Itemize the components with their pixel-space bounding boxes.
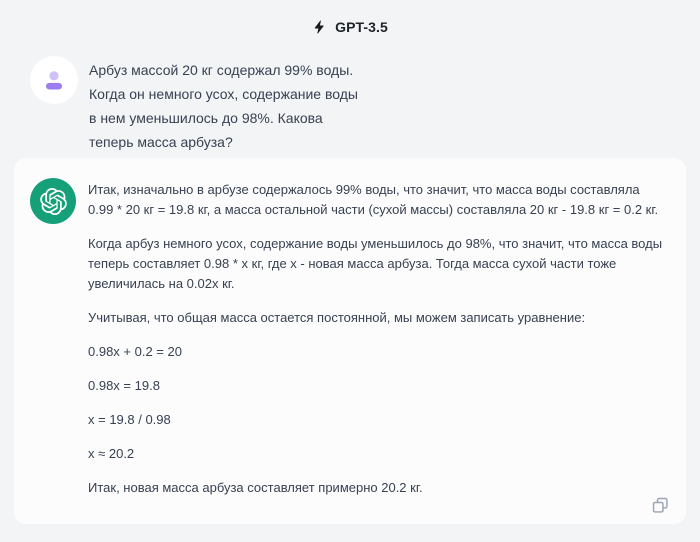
user-avatar xyxy=(30,56,78,104)
equation-line: 0.98x = 19.8 xyxy=(88,378,160,393)
user-message xyxy=(30,56,670,154)
person-icon xyxy=(41,67,67,93)
assistant-avatar xyxy=(30,178,76,224)
assistant-message-text xyxy=(88,178,664,498)
assistant-paragraph: Когда арбуз немного усох, содержание воды уменьшилось до 98%, что значит, что масса воды теперь составляет 0.98 * x кг, где x - новая масса арбуза. Тогда масса сухой части тоже увеличилась на 0.02x кг. xyxy=(88,236,663,291)
copy-icon xyxy=(651,496,670,515)
assistant-paragraph: Учитывая, что общая масса остается постоянной, мы можем записать уравнение: xyxy=(88,310,586,325)
openai-logo-icon xyxy=(40,188,67,215)
copy-button[interactable] xyxy=(647,492,673,518)
assistant-message xyxy=(14,158,686,524)
equation-line: x ≈ 20.2 xyxy=(88,446,135,461)
assistant-paragraph: Итак, изначально в арбузе содержалось 99% воды, что значит, что масса воды составляла 0.99 * 20 кг = 19.8 кг, а масса остальной части (сухой массы) составляла 20 кг - 19.8 кг = 0.2 кг. xyxy=(88,182,659,217)
user-message-text: Арбуз массой 20 кг содержал 99% воды. Когда он немного усох, содержание воды в нем уменьшилось до 98%. Какова теперь масса арбуза? xyxy=(89,62,358,150)
equation-line: x = 19.8 / 0.98 xyxy=(88,412,171,427)
model-label: GPT-3.5 xyxy=(335,19,388,35)
equation-line: 0.98x + 0.2 = 20 xyxy=(88,344,182,359)
model-header xyxy=(0,0,700,36)
lightning-bolt-icon xyxy=(312,19,327,35)
assistant-paragraph: Итак, новая масса арбуза составляет примерно 20.2 кг. xyxy=(88,480,423,495)
